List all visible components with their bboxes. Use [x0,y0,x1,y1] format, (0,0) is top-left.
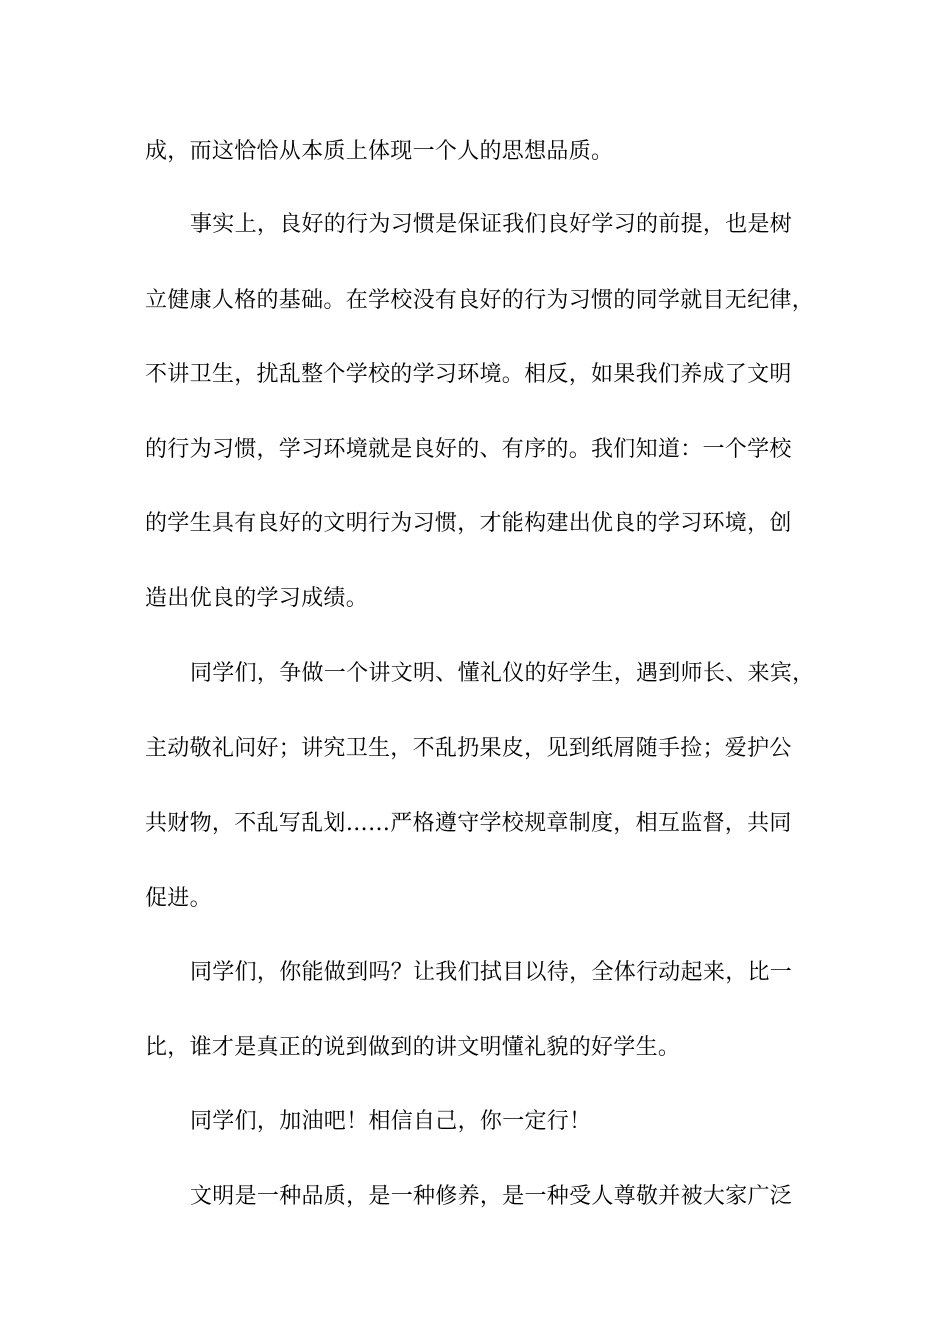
text-line: 的学生具有良好的文明行为习惯，才能构建出优良的学习环境，创 [145,511,792,536]
text-line: 不讲卫生，扰乱整个学校的学习环境。相反，如果我们养成了文明 [145,362,792,387]
text-line: 共财物，不乱写乱划……严格遵守学校规章制度，相互监督，共同 [145,811,792,836]
paragraph-first-line: 同学们，争做一个讲文明、懂礼仪的好学生，遇到师长、来宾， [190,661,815,686]
text-line: 主动敬礼问好；讲究卫生，不乱扔果皮，见到纸屑随手捡；爱护公 [145,736,792,761]
text-line: 比，谁才是真正的说到做到的讲文明懂礼貌的好学生。 [145,1035,681,1060]
paragraph-first-line: 同学们，你能做到吗？让我们拭目以待，全体行动起来，比一 [190,960,793,985]
paragraph-first-line: 同学们，加油吧！相信自己，你一定行！ [190,1109,592,1134]
paragraph-first-line: 文明是一种品质，是一种修养，是一种受人尊敬并被大家广泛 [190,1184,793,1209]
text-line: 成，而这恰恰从本质上体现一个人的思想品质。 [145,139,614,164]
text-line: 立健康人格的基础。在学校没有良好的行为习惯的同学就目无纪律， [145,288,815,313]
paragraph-first-line: 事实上，良好的行为习惯是保证我们良好学习的前提，也是树 [190,212,793,237]
text-line: 的行为习惯，学习环境就是良好的、有序的。我们知道：一个学校 [145,437,792,462]
text-line: 促进。 [145,886,212,911]
text-line: 造出优良的学习成绩。 [145,586,369,611]
